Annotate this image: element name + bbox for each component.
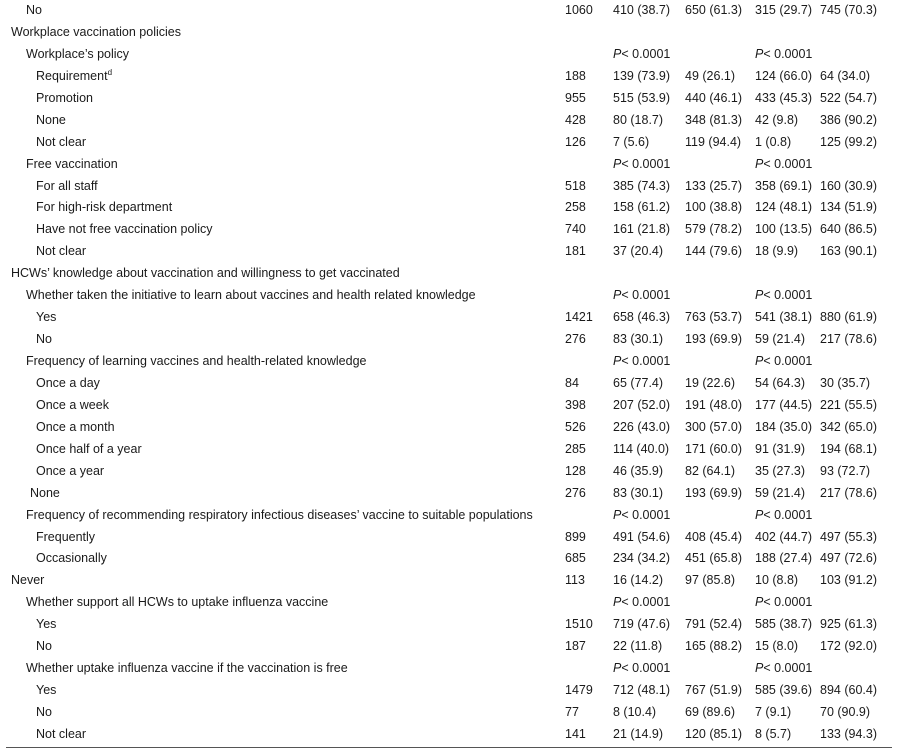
count-cell: 685 [565,551,586,566]
group-a-cell: 83 (30.1) [613,485,664,500]
table-row [0,351,898,373]
group-a-cell: 515 (53.9) [613,90,670,105]
group-a-cell: 7 (5.6) [613,134,650,149]
group-b-cell: 579 (78.2) [685,222,742,237]
row-label [11,263,400,285]
group-a-cell: 114 (40.0) [613,441,670,456]
row-label [26,285,476,307]
table-row [0,154,898,176]
p-value [613,44,670,66]
row-label [36,241,86,263]
group-c-cell: 10 (8.8) [755,573,799,588]
table-row [0,395,898,417]
count-cell: 258 [565,200,586,215]
group-c-cell: 59 (21.4) [755,485,806,500]
table-row [0,307,898,329]
table-row [0,724,898,746]
group-a-cell: 712 (48.1) [613,683,670,698]
group-b-cell: 767 (51.9) [685,683,742,698]
group-d-cell: 217 (78.6) [820,485,877,500]
table-row [0,439,898,461]
row-label-text: Occasionally [36,551,107,566]
p-value [613,658,670,680]
table-row [0,505,898,527]
row-label-text: Yes [36,617,57,632]
group-c-cell: 177 (44.5) [755,397,812,412]
p-symbol: P [613,595,622,610]
row-label-text: Free vaccination [26,156,118,171]
count-cell: 518 [565,178,586,193]
group-b-cell: 144 (79.6) [685,244,742,259]
group-a-cell: 16 (14.2) [613,573,664,588]
group-c-cell: 184 (35.0) [755,419,812,434]
group-d-cell: 194 (68.1) [820,441,877,456]
group-c-cell: 54 (64.3) [755,375,806,390]
table-row [0,329,898,351]
row-label-text: Once a year [36,463,105,478]
group-a-cell: 207 (52.0) [613,397,670,412]
row-label-text: Frequently [36,529,96,544]
group-b-cell: 408 (45.4) [685,529,742,544]
group-a-cell: 658 (46.3) [613,310,670,325]
group-a-cell: 719 (47.6) [613,617,670,632]
table-row [0,263,898,285]
p-value-text: < 0.0001 [763,288,813,303]
group-a-cell: 158 (61.2) [613,200,670,215]
count-cell: 899 [565,529,586,544]
row-label-text: For high-risk department [36,200,173,215]
p-symbol: P [755,46,764,61]
p-value-text: < 0.0001 [621,507,671,522]
group-b-cell: 97 (85.8) [685,573,736,588]
count-cell: 428 [565,112,586,127]
group-d-cell: 880 (61.9) [820,310,877,325]
group-c-cell: 1 (0.8) [755,134,792,149]
p-symbol: P [613,46,622,61]
count-cell: 1060 [565,3,593,17]
count-cell: 187 [565,639,586,654]
row-label [11,570,44,592]
group-b-cell: 791 (52.4) [685,617,742,632]
row-label [36,614,56,636]
count-cell: 1479 [565,683,593,698]
table-row [0,373,898,395]
group-b-cell: 193 (69.9) [685,485,742,500]
row-label [26,154,118,176]
group-d-cell: 522 (54.7) [820,90,877,105]
group-a-cell: 8 (10.4) [613,705,657,719]
p-symbol: P [613,156,622,171]
group-a-cell: 65 (77.4) [613,375,664,390]
group-b-cell: 191 (48.0) [685,397,742,412]
group-d-cell: 163 (90.1) [820,244,877,259]
group-a-cell: 83 (30.1) [613,332,664,347]
group-b-cell: 451 (65.8) [685,551,742,566]
group-b-cell: 165 (88.2) [685,639,742,654]
table-bottom-rule [6,747,892,748]
row-label [36,636,52,658]
group-a-cell: 80 (18.7) [613,112,664,127]
p-value [613,505,670,527]
group-d-cell: 172 (92.0) [820,639,877,654]
table-row [0,197,898,219]
p-value [755,592,812,614]
group-d-cell: 497 (72.6) [820,551,877,566]
group-b-cell: 120 (85.1) [685,726,742,741]
group-a-cell: 21 (14.9) [613,726,664,741]
group-d-cell: 221 (55.5) [820,397,877,412]
group-d-cell: 64 (34.0) [820,68,871,83]
group-d-cell: 103 (91.2) [820,573,877,588]
count-cell: 526 [565,419,586,434]
group-c-cell: 585 (39.6) [755,683,812,698]
row-label-text: For all staff [36,178,98,193]
group-c-cell: 42 (9.8) [755,112,799,127]
p-symbol: P [755,507,764,522]
table-row [0,241,898,263]
group-c-cell: 35 (27.3) [755,463,806,478]
count-cell: 113 [565,573,585,588]
table-row [0,0,898,22]
group-c-cell: 358 (69.1) [755,178,812,193]
footnote-marker: d [107,67,113,77]
row-label [36,219,212,241]
group-b-cell: 440 (46.1) [685,90,742,105]
table-row [0,285,898,307]
p-value-text: < 0.0001 [763,354,813,368]
row-label [26,0,42,22]
group-c-cell: 15 (8.0) [755,639,799,654]
p-value-text: < 0.0001 [763,156,813,171]
row-label-text: No [26,3,42,17]
p-value-text: < 0.0001 [621,46,671,61]
p-value [613,154,670,176]
count-cell: 285 [565,441,586,456]
row-label [36,461,104,483]
count-cell: 1510 [565,617,593,632]
p-value-text: < 0.0001 [621,661,671,676]
row-label-text: No [36,705,52,719]
table-row [0,44,898,66]
row-label-text: Workplace vaccination policies [11,24,181,39]
table-row [0,527,898,549]
group-c-cell: 59 (21.4) [755,332,806,347]
row-label-text: None [36,112,66,127]
group-c-cell: 402 (44.7) [755,529,812,544]
group-d-cell: 217 (78.6) [820,332,877,347]
p-symbol: P [613,288,622,303]
p-value [755,44,812,66]
group-b-cell: 650 (61.3) [685,3,742,17]
group-a-cell: 37 (20.4) [613,244,664,259]
group-b-cell: 348 (81.3) [685,112,742,127]
count-cell: 181 [565,244,586,259]
table-row [0,219,898,241]
group-d-cell: 745 (70.3) [820,3,877,17]
p-value-text: < 0.0001 [763,595,813,610]
p-value-text: < 0.0001 [621,595,671,610]
p-symbol: P [613,661,622,676]
row-label [36,132,86,154]
table-row [0,88,898,110]
row-label [36,680,56,702]
table-row [0,483,898,505]
table-row [0,22,898,44]
row-label [36,395,109,417]
group-d-cell: 640 (86.5) [820,222,877,237]
group-d-cell: 342 (65.0) [820,419,877,434]
group-c-cell: 18 (9.9) [755,244,799,259]
group-a-cell: 385 (74.3) [613,178,670,193]
group-d-cell: 125 (99.2) [820,134,877,149]
table-row [0,176,898,198]
p-value [755,351,812,373]
p-value-text: < 0.0001 [763,507,813,522]
table-row [0,461,898,483]
p-value [613,285,670,307]
row-label-text: Not clear [36,134,87,149]
group-b-cell: 300 (57.0) [685,419,742,434]
group-c-cell: 188 (27.4) [755,551,812,566]
row-label-text: Have not free vaccination policy [36,222,213,237]
group-d-cell: 386 (90.2) [820,112,877,127]
group-d-cell: 30 (35.7) [820,375,871,390]
p-value [755,285,812,307]
table-row [0,614,898,636]
count-cell: 955 [565,90,586,105]
p-value [755,154,812,176]
row-label-text: Never [11,573,45,588]
group-a-cell: 234 (34.2) [613,551,670,566]
count-cell: 276 [565,485,586,500]
group-a-cell: 161 (21.8) [613,222,670,237]
row-label-text: Requirement [36,68,108,83]
table-row [0,658,898,680]
row-label [26,44,129,66]
group-b-cell: 119 (94.4) [685,134,742,149]
p-value [613,351,670,373]
group-c-cell: 8 (5.7) [755,726,792,741]
row-label-text: Frequency of recommending respiratory infectious diseases’ vaccine to suitable populations [26,507,533,522]
group-d-cell: 133 (94.3) [820,726,877,741]
row-label [36,197,172,219]
p-symbol: P [755,354,764,368]
row-label [36,373,100,395]
table-row [0,680,898,702]
p-value-text: < 0.0001 [621,288,671,303]
row-label-text: No [36,332,52,347]
table-row [0,570,898,592]
row-label [36,110,66,132]
group-b-cell: 19 (22.6) [685,375,736,390]
group-d-cell: 925 (61.3) [820,617,877,632]
group-c-cell: 315 (29.7) [755,3,812,17]
group-c-cell: 124 (48.1) [755,200,812,215]
p-value [755,658,812,680]
count-cell: 141 [565,726,586,741]
row-label [36,88,93,110]
row-label-text: Yes [36,310,57,325]
group-d-cell: 134 (51.9) [820,200,877,215]
group-a-cell: 139 (73.9) [613,68,670,83]
table-row [0,548,898,570]
row-label [36,439,142,461]
row-label-text: No [36,639,52,654]
group-d-cell: 70 (90.9) [820,705,871,719]
group-b-cell: 133 (25.7) [685,178,742,193]
count-cell: 128 [565,463,586,478]
row-label [36,176,98,198]
p-symbol: P [613,507,622,522]
row-label [36,527,95,549]
table-row [0,110,898,132]
count-cell: 740 [565,222,586,237]
table-row [0,702,898,724]
p-value-text: < 0.0001 [621,156,671,171]
group-c-cell: 7 (9.1) [755,705,792,719]
p-symbol: P [755,661,764,676]
group-b-cell: 171 (60.0) [685,441,742,456]
group-c-cell: 585 (38.7) [755,617,812,632]
group-d-cell: 160 (30.9) [820,178,877,193]
row-label [26,658,348,680]
count-cell: 398 [565,397,586,412]
group-a-cell: 226 (43.0) [613,419,670,434]
row-label-text: None [30,485,60,500]
row-label [36,66,112,88]
count-cell: 1421 [565,310,593,325]
group-b-cell: 69 (89.6) [685,705,736,719]
group-c-cell: 433 (45.3) [755,90,812,105]
group-a-cell: 46 (35.9) [613,463,664,478]
row-label-text: Not clear [36,726,87,741]
row-label [30,483,60,505]
row-label-text: Once a week [36,397,109,412]
group-c-cell: 91 (31.9) [755,441,806,456]
group-c-cell: 124 (66.0) [755,68,812,83]
group-b-cell: 82 (64.1) [685,463,736,478]
row-label-text: Frequency of learning vaccines and health-related knowledge [26,354,367,368]
group-b-cell: 193 (69.9) [685,332,742,347]
p-value-text: < 0.0001 [763,46,813,61]
p-value-text: < 0.0001 [763,661,813,676]
group-d-cell: 93 (72.7) [820,463,871,478]
group-a-cell: 491 (54.6) [613,529,670,544]
row-label-text: Yes [36,683,57,698]
row-label [36,307,56,329]
count-cell: 126 [565,134,586,149]
p-symbol: P [755,156,764,171]
table-row [0,417,898,439]
group-c-cell: 100 (13.5) [755,222,812,237]
row-label [26,351,367,373]
count-cell: 188 [565,68,586,83]
count-cell: 276 [565,332,586,347]
group-a-cell: 410 (38.7) [613,3,670,17]
p-symbol: P [755,595,764,610]
table-row [0,592,898,614]
row-label-text: HCWs’ knowledge about vaccination and willingness to get vaccinated [11,266,400,281]
row-label [26,505,533,527]
row-label [36,329,52,351]
p-value [613,592,670,614]
group-d-cell: 894 (60.4) [820,683,877,698]
row-label-text: Not clear [36,244,87,259]
p-value-text: < 0.0001 [621,354,671,368]
row-label [36,724,86,746]
row-label [36,417,115,439]
row-label-text: Once a day [36,375,100,390]
row-label [36,702,52,724]
row-label-text: Once half of a year [36,441,142,456]
p-value [755,505,812,527]
p-symbol: P [613,354,622,368]
group-c-cell: 541 (38.1) [755,310,812,325]
count-cell: 84 [565,375,579,390]
row-label [11,22,181,44]
group-b-cell: 100 (38.8) [685,200,742,215]
table-row [0,636,898,658]
row-label-text: Workplace’s policy [26,46,130,61]
row-label-text: Whether taken the initiative to learn about vaccines and health related knowledge [26,288,476,303]
table-row [0,132,898,154]
table-row [0,66,898,88]
row-label-text: Promotion [36,90,93,105]
row-label-text: Whether uptake influenza vaccine if the vaccination is free [26,661,348,676]
row-label [36,548,107,570]
group-b-cell: 49 (26.1) [685,68,736,83]
row-label-text: Whether support all HCWs to uptake influenza vaccine [26,595,329,610]
count-cell: 77 [565,705,579,719]
row-label [26,592,328,614]
row-label-text: Once a month [36,419,115,434]
group-d-cell: 497 (55.3) [820,529,877,544]
group-a-cell: 22 (11.8) [613,639,663,654]
group-b-cell: 763 (53.7) [685,310,742,325]
p-symbol: P [755,288,764,303]
